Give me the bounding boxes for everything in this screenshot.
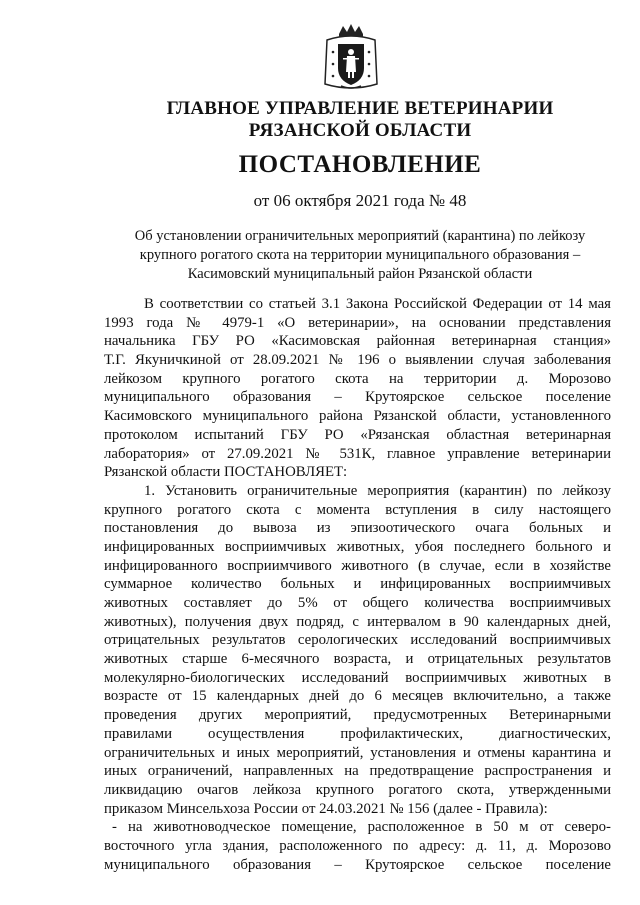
body-line: - на животноводческое помещение, расположенное в 50 м от северо- — [112, 819, 611, 836]
body-line: муниципального образования – Крутоярское сельское поселение — [104, 856, 611, 873]
body-line: крупного рогатого скота с момента вступления в силу настоящего — [104, 501, 611, 518]
document-body — [104, 295, 611, 874]
subject-line: Касимовский муниципальный район Рязанской области — [187, 266, 533, 282]
body-line: 1. Установить ограничительные мероприятия (карантин) по лейкозу — [144, 482, 611, 499]
body-line: лейкозом крупного рогатого скота на территории д. Морозово — [104, 370, 611, 387]
body-line: протоколом испытаний ГБУ РО «Рязанская областная ветеринарная — [104, 426, 611, 443]
organization-name-line-1: ГЛАВНОЕ УПРАВЛЕНИЕ ВЕТЕРИНАРИИ — [166, 98, 554, 119]
document-type-title: ПОСТАНОВЛЕНИЕ — [238, 151, 482, 178]
body-line: ликвидацию очагов лейкоза крупного рогатого скота, утвержденными — [104, 781, 611, 798]
body-line: молекулярно-биологических исследований восприимчивых животных в — [104, 669, 611, 686]
body-line: лаборатория» от 27.09.2021 № 531К, главное управление ветеринарии — [104, 445, 611, 462]
body-line: отрицательных результатов серологических исследований восприимчивых — [104, 632, 611, 649]
coat-of-arms-icon — [321, 22, 381, 92]
body-line: животных), получения двух подряд, с интервалом в 90 календарных дней, — [104, 613, 611, 630]
body-line: ограничительных и иных мероприятий, установления и отмены карантина и — [104, 744, 611, 761]
body-line: иных ограничений, направленных на предотвращение распространения и — [104, 763, 611, 780]
body-line: муниципального образования – Крутоярское сельское поселение — [104, 389, 611, 406]
body-line: инфицированных восприимчивых животных, убоя последнего больного и — [104, 538, 611, 555]
body-line: приказом Минсельхоза России от 24.03.2021 № 156 (далее - Правила): — [104, 800, 548, 817]
body-line: постановления до вывоза из эпизоотического очага больных и — [104, 520, 611, 537]
document-subject — [104, 227, 616, 284]
organization-name-line-2: РЯЗАНСКОЙ ОБЛАСТИ — [248, 120, 472, 141]
body-line: Касимовского муниципального района Рязанской области, установленного — [104, 408, 611, 425]
body-line: 1993 года № 4979-1 «О ветеринарии», на основании представления — [104, 314, 611, 331]
document-date-number: от 06 октября 2021 года № 48 — [253, 191, 467, 210]
subject-line: крупного рогатого скота на территории муниципального образования – — [139, 247, 581, 263]
body-line: Т.Г. Якуничкиной от 28.09.2021 № 196 о выявлении случая заболевания — [104, 352, 611, 369]
body-line: В соответствии со статьей 3.1 Закона Российской Федерации от 14 мая — [144, 296, 611, 312]
body-line: возрасте от 15 календарных дней до 6 месяцев включительно, а также — [104, 688, 611, 705]
body-line: инфицированного восприимчивого животного (в случае, если в хозяйстве — [104, 557, 611, 574]
body-line: животных старше 6-месячного возраста, и отрицательных результатов — [104, 651, 611, 668]
body-line: проведения других мероприятий, предусмотренных Ветеринарными — [104, 707, 611, 724]
body-line: суммарное количество больных и инфицированных восприимчивых — [104, 576, 611, 593]
body-line: правилами осуществления профилактических, диагностических, — [104, 725, 611, 742]
body-line: начальника ГБУ РО «Касимовская районная ветеринарная станция» — [104, 333, 611, 350]
body-line: животных составляет до 5% от общего количества восприимчивых — [104, 595, 611, 611]
body-line: Рязанской области ПОСТАНОВЛЯЕТ: — [104, 464, 348, 481]
subject-line: Об установлении ограничительных мероприятий (карантина) по лейкозу — [134, 228, 586, 244]
body-line: восточного угла здания, расположенного по адресу: д. 11, д. Морозово — [104, 837, 611, 854]
